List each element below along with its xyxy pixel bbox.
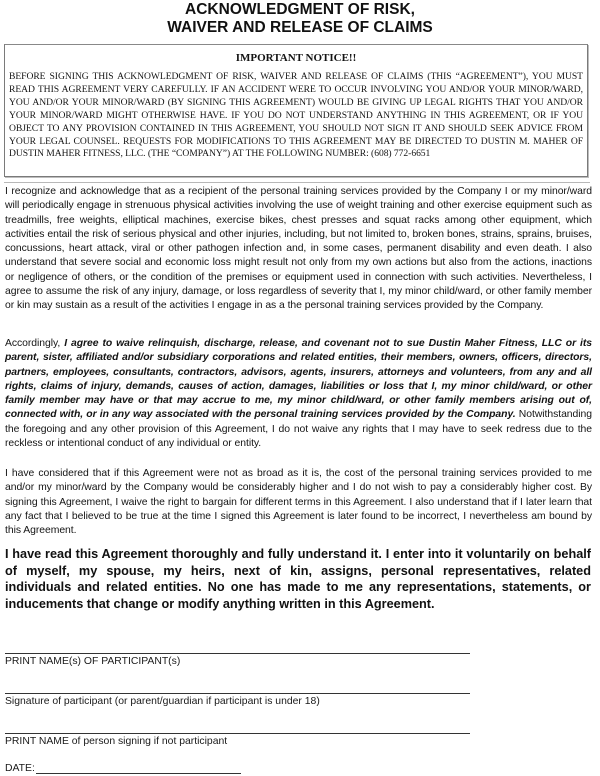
participant-name-line[interactable] — [5, 653, 470, 654]
signer-name-line[interactable] — [5, 733, 470, 734]
waiver-tail: Notwithstanding the foregoing and any other provision of this Agreement, I do not waive any rights that I may have to seek redress due to the reckless or intentional conduct of any individual or entity. — [5, 409, 592, 450]
final-acknowledgment-paragraph: I have read this Agreement thoroughly and fully understand it. I enter into it voluntarily on behalf of myself, my spouse, my heirs, next of kin, assigns, personal representatives, related individuals and related entities. No one has made to me any representations, statements, or inducements that change or modify anything written in this Agreement. — [5, 547, 591, 611]
section-divider — [4, 182, 590, 183]
waiver-bold-clause: I agree to waive relinquish, discharge, release, and covenant not to sue Dustin Maher Fitness, LLC or its parent, sister, affiliated and/or subsidiary corporations and related entities, their members, owners, officers, directors, partners, employees, consultants, contractors, advisors, agents, insurers, attorneys and volunteers, from any and all rights, claims of injury, demands, causes of action, damages, liabilities or loss that I, my minor child/ward, or other family member may have or that may accrue to me, my minor child/ward, or other family members arising out of, connected with, or in any way associated with the personal training services provided by the Company. — [5, 338, 593, 421]
notice-text: BEFORE SIGNING THIS ACKNOWLEDGMENT OF RISK, WAIVER AND RELEASE OF CLAIMS (THIS “AGREEMENT”), YOU MUST READ THIS AGREEMENT VERY CAREFULLY. IF AN ACCIDENT WERE TO OCCUR INVOLVING YOU AND/OR YOUR MINOR/WARD, YOU AND/OR YOUR MINOR/WARD (BY SIGNING THIS AGREEMENT) WOULD BE GIVING UP LEGAL RIGHTS THAT YOU AND/OR YOUR MINOR/WARD MIGHT OTHERWISE HAVE. IF YOU DO NOT UNDERSTAND ANYTHING IN THIS AGREEMENT, OR IF YOU OBJECT TO ANY PROVISION CONTAINED IN THIS AGREEMENT, YOU SHOULD NOT SIGN IT AND SHOULD SEEK ADVICE FROM YOUR LEGAL COUNSEL. REQUESTS FOR MODIFICATIONS TO THIS AGREEMENT MAY BE DIRECTED TO DUSTIN M. MAHER OF DUSTIN MAHER FITNESS, LLC. (THE “COMPANY”) AT THE FOLLOWING NUMBER: (608) 772-6651 — [9, 71, 583, 160]
signature-line[interactable] — [5, 693, 470, 694]
date-label: DATE: — [5, 763, 35, 774]
date-line[interactable] — [36, 773, 241, 774]
signer-name-label: PRINT NAME of person signing if not participant — [5, 736, 228, 747]
participant-name-label: PRINT NAME(s) OF PARTICIPANT(s) — [5, 656, 181, 667]
notice-heading: IMPORTANT NOTICE!! — [235, 52, 357, 64]
title-line-2: WAIVER AND RELEASE OF CLAIMS — [167, 19, 433, 36]
document-title — [0, 1, 600, 37]
consideration-paragraph: I have considered that if this Agreement were not as broad as it is, the cost of the personal training services provided to me and/or my minor/ward by the Company would be considerably higher and I do not wish to pay a considerably higher cost. By signing this Agreement, I waive the right to bargain for different terms in this Agreement. I also understand that if I later learn that any fact that I believed to be true at the time I signed this Agreement is later found to be incorrect, I nevertheless am bound by this Agreement. — [5, 468, 592, 537]
waiver-paragraph — [5, 337, 592, 451]
waiver-lead: Accordingly, — [5, 338, 65, 349]
important-notice-box — [4, 44, 588, 177]
date-field — [5, 763, 241, 775]
signature-label: Signature of participant (or parent/guardian if participant is under 18) — [5, 696, 320, 707]
title-line-1: ACKNOWLEDGMENT OF RISK, — [185, 1, 415, 18]
risk-acknowledgment-paragraph: I recognize and acknowledge that as a recipient of the personal training services provided by the Company I or my minor/ward will periodically engage in strenuous physical activities involving the use of weight training and other exercise equipment such as treadmills, free weights, elliptical machines, exercise bikes, chest presses and squat racks among other equipment, which activities entail the risk of serious physical and other injuries, including, but not limited to, broken bones, strains, sprains, bruises, concussions, heart attack, viral or other pathogen infection and, in some cases, permanent disability and even death. I also understand that severe social and economic loss might result not only from my own actions but also from the actions, inactions or negligence of others, or the condition of the premises or equipment used in connection with such activities. Nevertheless, I agree to assume the risk of any injury, damage, or loss regardless of severity that I, my minor child/ward, or other family member or kin may sustain as a result of the activities I engage in as a the personal training services provided by the Company. — [5, 186, 592, 312]
